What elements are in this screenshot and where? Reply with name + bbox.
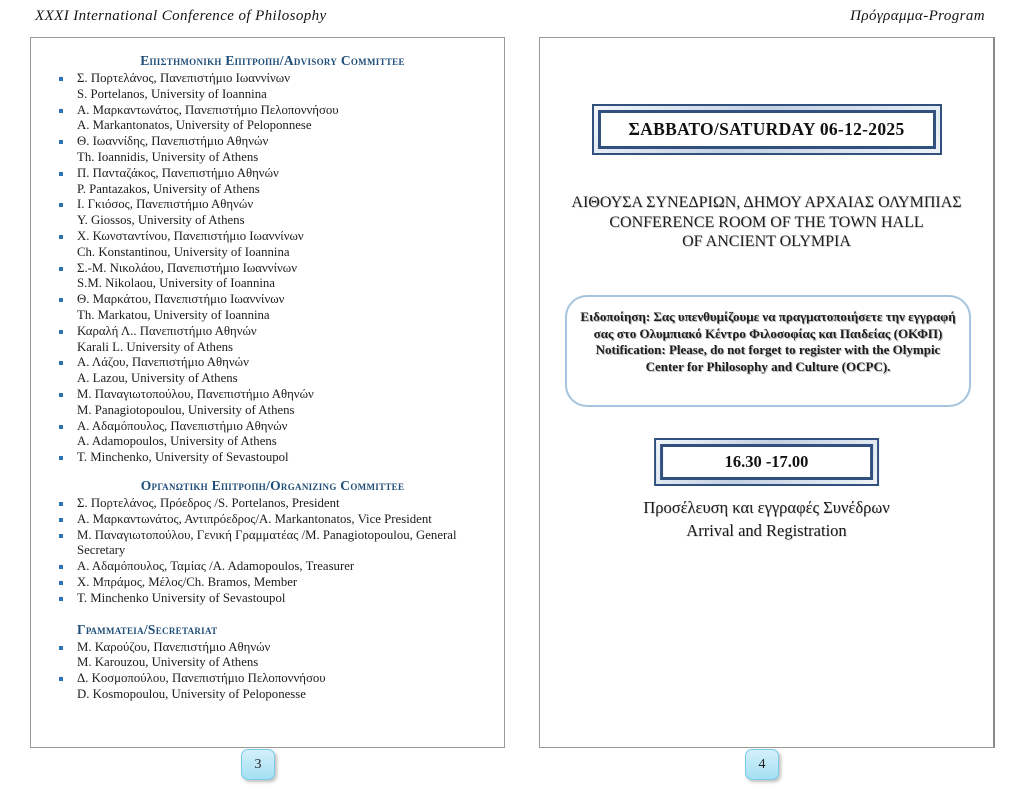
date-banner: ΣΑΒΒΑΤΟ/SATURDAY 06-12-2025 <box>597 110 935 149</box>
member-role: Χ. Μπράμος, Μέλος/Ch. Bramos, Member <box>77 574 298 589</box>
member-name-english: S.M. Nikolaou, University of Ioannina <box>77 276 275 291</box>
page-4 <box>539 37 995 748</box>
list-item <box>59 134 486 166</box>
list-item <box>59 512 486 528</box>
member-name-greek: Μ. Καρούζου, Πανεπιστήμιο Αθηνών <box>77 639 271 654</box>
square-bullet-icon <box>59 140 63 144</box>
organizing-committee-list <box>59 496 486 607</box>
square-bullet-icon <box>59 330 63 334</box>
date-banner-frame <box>591 104 941 155</box>
header-title: XXXI International Conference of Philosophy <box>35 8 327 24</box>
list-item <box>59 528 486 560</box>
square-bullet-icon <box>59 581 63 585</box>
member-name-greek: Α. Μαρκαντωνάτος, Πανεπιστήμιο Πελοποννήσου <box>77 102 339 117</box>
square-bullet-icon <box>59 502 63 506</box>
notice-text-greek: Ειδοποίηση: Σας υπενθυμίζουμε να πραγματοποιήσετε την εγγραφή σας στο Ολυμπιακό Κέντρο Φιλοσοφίας και Παιδείας (ΟΚΦΠ) <box>580 309 956 341</box>
list-item <box>59 419 486 451</box>
member-name-greek: Σ.-Μ. Νικολάου, Πανεπιστήμιο Ιωαννίνων <box>77 260 298 275</box>
square-bullet-icon <box>59 235 63 239</box>
square-bullet-icon <box>59 646 63 650</box>
member-name-greek: Δ. Κοσμοπούλου, Πανεπιστήμιο Πελοποννήσου <box>77 671 326 686</box>
square-bullet-icon <box>59 172 63 176</box>
session-description <box>540 496 993 542</box>
list-item <box>59 387 486 419</box>
list-item <box>59 496 486 512</box>
member-name-english: Y. Giossos, University of Athens <box>77 213 245 228</box>
member-role: Α. Αδαμόπουλος, Ταμίας /A. Adamopoulos, Treasurer <box>77 559 355 574</box>
registration-notice-box <box>565 295 971 407</box>
list-item <box>59 103 486 135</box>
list-item <box>59 166 486 198</box>
list-item <box>59 575 486 591</box>
member-name-greek: Σ. Πορτελάνος, Πανεπιστήμιο Ιωαννίνων <box>77 71 290 85</box>
square-bullet-icon <box>59 267 63 271</box>
member-name-greek: Χ. Κωνσταντίνου, Πανεπιστήμιο Ιωαννίνων <box>77 228 304 243</box>
member-name: T. Minchenko, University of Sevastoupol <box>77 450 289 465</box>
square-bullet-icon <box>59 298 63 302</box>
list-item <box>59 355 486 387</box>
member-name-greek: Μ. Παναγιωτοπούλου, Πανεπιστήμιο Αθηνών <box>77 386 314 401</box>
member-role: Α. Μαρκαντωνάτος, Αντιπρόεδρος/A. Markantonatos, Vice President <box>77 511 432 526</box>
list-item <box>59 591 486 607</box>
list-item <box>59 559 486 575</box>
secretariat-list <box>59 640 486 703</box>
session-text-greek: Προσέλευση και εγγραφές Συνέδρων <box>643 498 890 517</box>
member-name-english: Th. Markatou, University of Ioannina <box>77 307 270 322</box>
member-name-english: A. Adamopoulos, University of Athens <box>77 434 277 449</box>
header-program-label: Πρόγραμμα-Program <box>850 8 985 24</box>
list-item <box>59 324 486 356</box>
member-name-english: Ch. Konstantinou, University of Ioannina <box>77 244 290 259</box>
venue-line-greek: ΑΙΘΟΥΣΑ ΣΥΝΕΔΡΙΩΝ, ΔΗΜΟΥ ΑΡΧΑΙΑΣ ΟΛΥΜΠΙΑΣ <box>571 194 962 211</box>
secretariat-heading: Γραμματεια/Secretariat <box>77 621 218 637</box>
member-name-english: Karali L. University of Athens <box>77 339 234 354</box>
square-bullet-icon <box>59 361 63 365</box>
member-name-greek: Ι. Γκιόσος, Πανεπιστήμιο Αθηνών <box>77 197 254 212</box>
venue-line-english-2: OF ANCIENT OLYMPIA <box>682 233 851 250</box>
square-bullet-icon <box>59 534 63 538</box>
list-item <box>59 71 486 103</box>
square-bullet-icon <box>59 565 63 569</box>
member-name-greek: Α. Αδαμόπουλος, Πανεπιστήμιο Αθηνών <box>77 418 288 433</box>
square-bullet-icon <box>59 109 63 113</box>
organizing-committee-heading: Οργανωτικη Επιτροπη/Organizing Committee <box>140 477 405 493</box>
member-name-english: A. Lazou, University of Athens <box>77 371 238 386</box>
list-item <box>59 229 486 261</box>
square-bullet-icon <box>59 677 63 681</box>
member-role: Σ. Πορτελάνος, Πρόεδρος /S. Portelanos, President <box>77 495 340 510</box>
square-bullet-icon <box>59 203 63 207</box>
member-name-english: S. Portelanos, University of Ioannina <box>77 86 267 101</box>
member-name-english: M. Panagiotopoulou, University of Athens <box>77 402 295 417</box>
member-name-english: M. Karouzou, University of Athens <box>77 655 259 670</box>
list-item <box>59 261 486 293</box>
list-item <box>59 640 486 672</box>
list-item <box>59 450 486 466</box>
member-role: Μ. Παναγιωτοπούλου, Γενική Γραμματέας /M. Panagiotopoulou, General Secretary <box>77 527 457 558</box>
page-number-badge-4: 4 <box>745 749 779 780</box>
square-bullet-icon <box>59 597 63 601</box>
member-name-english: A. Markantonatos, University of Peloponnese <box>77 118 312 133</box>
member-name-english: Th. Ioannidis, University of Athens <box>77 149 259 164</box>
advisory-committee-list <box>59 71 486 466</box>
time-slot-frame <box>654 438 880 486</box>
member-name-greek: Καραλή Λ.. Πανεπιστήμιο Αθηνών <box>77 323 257 338</box>
venue-heading <box>540 193 993 252</box>
member-name-greek: Θ. Ιωαννίδης, Πανεπιστήμιο Αθηνών <box>77 134 269 149</box>
member-role: T. Minchenko University of Sevastoupol <box>77 590 286 605</box>
square-bullet-icon <box>59 456 63 460</box>
square-bullet-icon <box>59 425 63 429</box>
advisory-committee-heading: Επιστημονικη Επιτροπη/Advisory Committee <box>140 53 405 68</box>
member-name-english: P. Pantazakos, University of Athens <box>77 181 260 196</box>
list-item <box>59 292 486 324</box>
page-number-badge-3: 3 <box>241 749 275 780</box>
page-3 <box>30 37 505 748</box>
session-text-english: Arrival and Registration <box>686 521 847 540</box>
square-bullet-icon <box>59 393 63 397</box>
square-bullet-icon <box>59 518 63 522</box>
notice-text-english: Notification: Please, do not forget to register with the Olympic Center for Philosophy and Culture (OCPC). <box>595 342 941 374</box>
member-name-english: D. Kosmopoulou, University of Peloponesse <box>77 686 306 701</box>
venue-line-english-1: CONFERENCE ROOM OF THE TOWN HALL <box>609 213 924 231</box>
list-item <box>59 671 486 703</box>
member-name-greek: Α. Λάζου, Πανεπιστήμιο Αθηνών <box>77 355 249 370</box>
member-name-greek: Θ. Μαρκάτου, Πανεπιστήμιο Ιωαννίνων <box>77 292 285 307</box>
member-name-greek: Π. Πανταζάκος, Πανεπιστήμιο Αθηνών <box>77 165 279 180</box>
list-item <box>59 197 486 229</box>
running-header <box>0 4 1024 30</box>
square-bullet-icon <box>59 77 63 81</box>
time-slot: 16.30 -17.00 <box>660 444 874 480</box>
